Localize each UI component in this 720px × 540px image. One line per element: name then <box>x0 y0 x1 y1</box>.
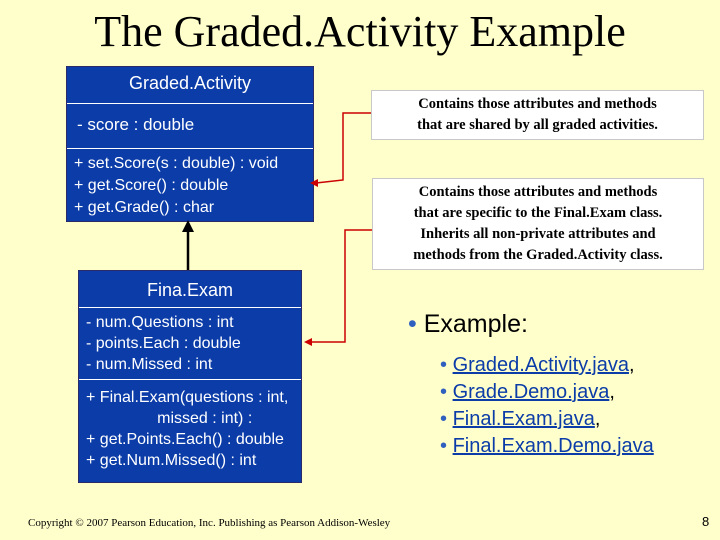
file-link-final-exam-demo[interactable]: Final.Exam.Demo.java <box>452 435 654 457</box>
bullet-icon: • <box>440 435 448 457</box>
bullet-icon: • <box>440 354 448 376</box>
list-separator: , <box>628 354 635 376</box>
note-line: that are shared by all graded activities. <box>417 117 658 133</box>
attribute: - points.Each : double <box>86 335 241 352</box>
note-line: Contains those attributes and methods <box>418 96 657 112</box>
example-file-list <box>440 352 654 460</box>
method: + get.Grade() : char <box>74 199 215 216</box>
method: + get.Score() : double <box>74 177 229 194</box>
copyright-footer: Copyright © 2007 Pearson Education, Inc. Publishing as Pearson Addison-Wesley <box>28 517 391 529</box>
specific-note-arrowhead <box>304 338 312 346</box>
method: missed : int) : <box>86 410 253 427</box>
page-number: 8 <box>702 514 710 529</box>
method: + Final.Exam(questions : int, <box>86 389 289 406</box>
note-line: that are specific to the Final.Exam class. <box>413 205 663 221</box>
specific-members-note <box>372 178 704 270</box>
class-name: Fina.Exam <box>146 280 234 300</box>
list-item <box>440 352 654 379</box>
slide-title: The Graded.Activity Example <box>94 7 626 56</box>
list-item <box>440 433 654 460</box>
list-separator: , <box>609 381 615 403</box>
method: + set.Score(s : double) : void <box>74 155 279 172</box>
example-heading <box>408 310 528 339</box>
note-line: methods from the Graded.Activity class. <box>413 247 663 263</box>
list-item <box>440 406 654 433</box>
note-line: Inherits all non-private attributes and <box>420 226 656 242</box>
attribute: - num.Questions : int <box>86 314 234 331</box>
example-heading-text: Example: <box>423 310 528 338</box>
shared-members-note <box>371 90 704 140</box>
method: + get.Points.Each() : double <box>86 431 284 448</box>
bullet-icon: • <box>440 381 448 403</box>
method: + get.Num.Missed() : int <box>86 452 257 469</box>
bullet-icon: • <box>440 408 448 430</box>
file-link-graded-activity[interactable]: Graded.Activity.java <box>452 354 629 376</box>
attribute: - score : double <box>77 115 195 134</box>
note-line: Contains those attributes and methods <box>418 184 658 200</box>
shared-note-connector <box>316 113 371 183</box>
list-item <box>440 379 654 406</box>
file-link-final-exam[interactable]: Final.Exam.java <box>452 408 595 430</box>
attribute: - num.Missed : int <box>86 356 213 373</box>
class-name: Graded.Activity <box>128 73 252 93</box>
list-separator: , <box>594 408 601 430</box>
shared-note-arrowhead <box>310 179 318 187</box>
inheritance-arrowhead <box>182 220 194 232</box>
file-link-grade-demo[interactable]: Grade.Demo.java <box>452 381 610 403</box>
bullet-icon: • <box>408 310 417 338</box>
specific-note-connector <box>310 230 372 342</box>
